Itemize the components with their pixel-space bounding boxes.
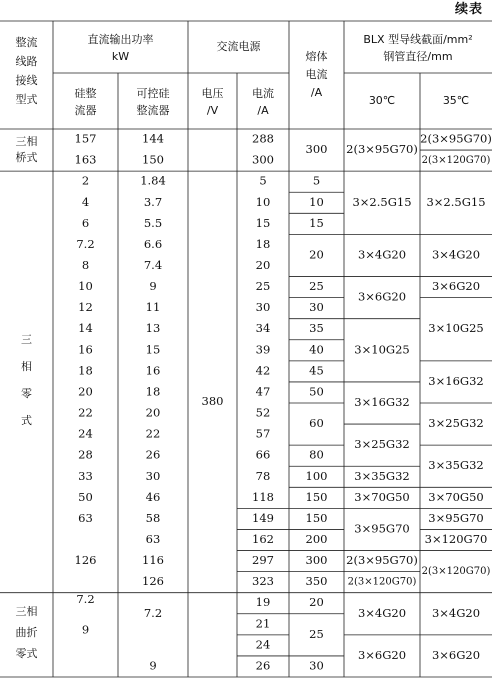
ac-current: 118 <box>252 489 274 504</box>
scr-rectifier-power: 1.84 <box>140 173 166 188</box>
group-three-phase-zero: 式 <box>21 414 32 427</box>
blx-35c-spec: 3×70G50 <box>428 489 484 504</box>
ac-current: 20 <box>255 258 271 272</box>
silicon-rectifier-power: 7.2 <box>76 236 95 251</box>
ac-current: 47 <box>255 384 271 399</box>
blx-35c-spec: 3×2.5G15 <box>426 194 486 209</box>
silicon-rectifier-power: 18 <box>78 363 93 378</box>
ac-current: 34 <box>255 321 271 336</box>
ac-current: 26 <box>255 658 271 673</box>
scr-rectifier-power: 30 <box>145 468 161 483</box>
header-dc-power-unit: kW <box>111 50 130 63</box>
ac-current: 78 <box>255 468 271 483</box>
header-wiring-type: 型式 <box>15 93 38 106</box>
voltage-value: 380 <box>201 394 224 408</box>
ac-current: 162 <box>252 532 274 546</box>
silicon-rectifier-power: 4 <box>81 194 90 209</box>
ac-current: 5 <box>259 173 267 188</box>
header-dc-power: 直流输出功率 <box>87 33 154 46</box>
header-current: 电流 <box>252 87 274 100</box>
blx-30c-spec: 2(3×95G70) <box>346 553 418 568</box>
blx-35c-spec: 2(3×120G70) <box>421 566 491 578</box>
ac-current: 297 <box>252 553 274 568</box>
blx-30c-spec: 3×10G25 <box>354 342 410 357</box>
blx-30c-spec: 3×16G32 <box>354 395 410 409</box>
scr-rectifier-power: 58 <box>145 510 161 525</box>
blx-35c-spec: 3×6G20 <box>431 647 481 662</box>
silicon-rectifier-power: 12 <box>78 300 93 315</box>
blx-30c-spec: 2(3×120G70) <box>347 576 417 588</box>
fuse-current: 15 <box>309 215 324 230</box>
fuse-current: 30 <box>309 300 324 315</box>
ac-current: 18 <box>255 236 271 251</box>
blx-30c-spec: 3×70G50 <box>354 489 410 504</box>
silicon-rectifier-power: 50 <box>78 489 93 504</box>
group-three-phase-zero: 相 <box>21 360 32 373</box>
scr-rectifier-power: 6.6 <box>143 236 163 251</box>
blx-30c-spec: 3×6G20 <box>357 289 407 304</box>
fuse-current: 45 <box>309 363 324 378</box>
ac-current: 66 <box>255 447 271 462</box>
fuse-current: 50 <box>309 384 324 399</box>
silicon-rectifier-power: 20 <box>78 384 93 399</box>
scr-rectifier-power: 150 <box>142 152 164 167</box>
scr-rectifier-power: 7.2 <box>143 605 163 620</box>
header-silicon-rectifier: 硅整 <box>74 87 97 100</box>
group-three-phase-zigzag: 曲折 <box>15 626 38 639</box>
blx-35c-spec: 3×10G25 <box>428 321 484 336</box>
silicon-rectifier-power: 22 <box>78 405 93 420</box>
scr-rectifier-power: 18 <box>145 384 161 399</box>
ac-current: 57 <box>255 426 271 441</box>
fuse-current: 25 <box>309 279 324 294</box>
blx-35c-spec: 3×6G20 <box>431 279 481 294</box>
scr-rectifier-power: 7.4 <box>143 258 163 272</box>
silicon-rectifier-power: 2 <box>81 173 90 188</box>
ac-current: 149 <box>252 510 274 525</box>
blx-35c-spec: 3×16G32 <box>428 373 484 388</box>
blx-30c-spec: 3×6G20 <box>357 647 407 662</box>
ac-current: 323 <box>252 574 274 589</box>
silicon-rectifier-power: 8 <box>81 258 90 272</box>
fuse-current: 350 <box>305 574 328 589</box>
ac-current: 19 <box>255 595 271 610</box>
header-current: /A <box>257 104 269 117</box>
blx-30c-spec: 3×4G20 <box>357 605 407 620</box>
header-fuse-current: 电流 <box>305 68 328 81</box>
silicon-rectifier-power: 10 <box>78 279 93 294</box>
header-silicon-rectifier: 流器 <box>74 104 97 117</box>
blx-35c-spec: 3×95G70 <box>428 510 484 525</box>
blx-30c-spec: 3×4G20 <box>357 247 407 262</box>
header-wiring-type: 接线 <box>15 74 38 87</box>
group-three-phase-zero: 零 <box>21 387 32 400</box>
silicon-rectifier-power: 6 <box>81 215 90 230</box>
fuse-current: 5 <box>312 173 321 188</box>
continued-table-label: 续表 <box>454 2 483 17</box>
fuse-current: 40 <box>309 342 324 357</box>
silicon-rectifier-power: 7.2 <box>76 592 95 607</box>
blx-30c-spec: 3×35G32 <box>354 468 410 483</box>
blx-30c-spec: 2(3×95G70) <box>346 142 418 157</box>
scr-rectifier-power: 126 <box>142 574 164 589</box>
fuse-current: 300 <box>305 553 328 568</box>
header-temp-35: 35℃ <box>442 94 470 107</box>
silicon-rectifier-power: 16 <box>78 342 93 357</box>
header-fuse-current: /A <box>310 86 323 99</box>
fuse-current: 30 <box>309 658 324 673</box>
scr-rectifier-power: 9 <box>149 658 157 673</box>
header-scr-rectifier: 整流器 <box>136 104 170 117</box>
fuse-current: 60 <box>309 416 324 431</box>
fuse-current: 80 <box>309 447 324 462</box>
scr-rectifier-power: 13 <box>145 321 161 336</box>
silicon-rectifier-power: 157 <box>74 131 97 146</box>
blx-35c-spec: 3×4G20 <box>431 247 481 262</box>
silicon-rectifier-power: 63 <box>78 510 93 525</box>
fuse-current: 35 <box>309 321 324 336</box>
silicon-rectifier-power: 163 <box>74 152 97 167</box>
header-wiring-type: 整流 <box>15 36 38 49</box>
blx-35c-spec: 3×120G70 <box>424 532 488 546</box>
header-temp-30: 30℃ <box>368 94 396 107</box>
scr-rectifier-power: 9 <box>149 279 157 294</box>
silicon-rectifier-power: 126 <box>74 553 97 568</box>
fuse-current: 300 <box>305 142 328 157</box>
silicon-rectifier-power: 14 <box>78 321 93 336</box>
scr-rectifier-power: 5.5 <box>143 215 163 230</box>
group-three-phase-bridge: 三相 <box>15 135 38 149</box>
fuse-current: 20 <box>309 247 324 262</box>
scr-rectifier-power: 15 <box>145 342 161 357</box>
header-ac-source: 交流电源 <box>216 40 261 53</box>
ac-current: 288 <box>252 131 274 146</box>
blx-35c-spec: 3×4G20 <box>431 605 481 620</box>
group-three-phase-zigzag: 三相 <box>15 605 38 618</box>
scr-rectifier-power: 3.7 <box>143 194 163 209</box>
ac-current: 21 <box>255 616 271 631</box>
group-three-phase-zigzag: 零式 <box>15 647 38 660</box>
silicon-rectifier-power: 33 <box>78 468 93 483</box>
ac-current: 30 <box>255 300 271 315</box>
blx-35c-spec: 3×25G32 <box>428 416 484 431</box>
scr-rectifier-power: 22 <box>145 426 161 441</box>
silicon-rectifier-power: 9 <box>81 622 90 637</box>
blx-30c-spec: 3×2.5G15 <box>352 194 412 209</box>
scr-rectifier-power: 16 <box>145 363 161 378</box>
ac-current: 52 <box>255 405 271 420</box>
fuse-current: 150 <box>305 489 328 504</box>
header-scr-rectifier: 可控硅 <box>136 87 170 100</box>
blx-35c-spec: 2(3×120G70) <box>421 155 491 167</box>
silicon-rectifier-power: 28 <box>78 447 93 462</box>
header-fuse-current: 熔体 <box>305 50 328 63</box>
group-three-phase-bridge: 桥式 <box>15 151 38 165</box>
ac-current: 39 <box>255 342 271 357</box>
scr-rectifier-power: 20 <box>145 405 161 420</box>
fuse-current: 20 <box>309 595 324 610</box>
blx-35c-spec: 2(3×95G70) <box>420 131 492 146</box>
scr-rectifier-power: 116 <box>142 553 164 568</box>
ac-current: 10 <box>255 194 271 209</box>
header-voltage: 电压 <box>201 87 224 100</box>
header-wiring-type: 线路 <box>15 55 38 68</box>
scr-rectifier-power: 63 <box>145 532 161 546</box>
scr-rectifier-power: 46 <box>145 489 161 504</box>
ac-current: 24 <box>255 637 271 652</box>
scr-rectifier-power: 26 <box>145 447 161 462</box>
blx-35c-spec: 3×35G32 <box>428 458 484 473</box>
ac-current: 15 <box>255 215 271 230</box>
blx-30c-spec: 3×95G70 <box>354 521 410 536</box>
ac-current: 42 <box>255 363 271 378</box>
header-conduit-title: 钢管直径/mm <box>383 50 453 63</box>
scr-rectifier-power: 144 <box>142 131 164 146</box>
header-blx-title: BLX 型导线截面/mm² <box>363 33 473 46</box>
ac-current: 25 <box>255 279 271 294</box>
fuse-current: 25 <box>309 626 324 641</box>
fuse-current: 150 <box>305 510 328 525</box>
fuse-current: 100 <box>305 468 328 483</box>
group-three-phase-zero: 三 <box>21 333 32 346</box>
silicon-rectifier-power: 24 <box>78 426 93 441</box>
ac-current: 300 <box>252 152 274 167</box>
header-voltage: /V <box>206 104 219 117</box>
fuse-current: 200 <box>305 532 328 546</box>
fuse-current: 10 <box>309 194 324 209</box>
blx-30c-spec: 3×25G32 <box>354 437 410 452</box>
scr-rectifier-power: 11 <box>145 300 161 315</box>
